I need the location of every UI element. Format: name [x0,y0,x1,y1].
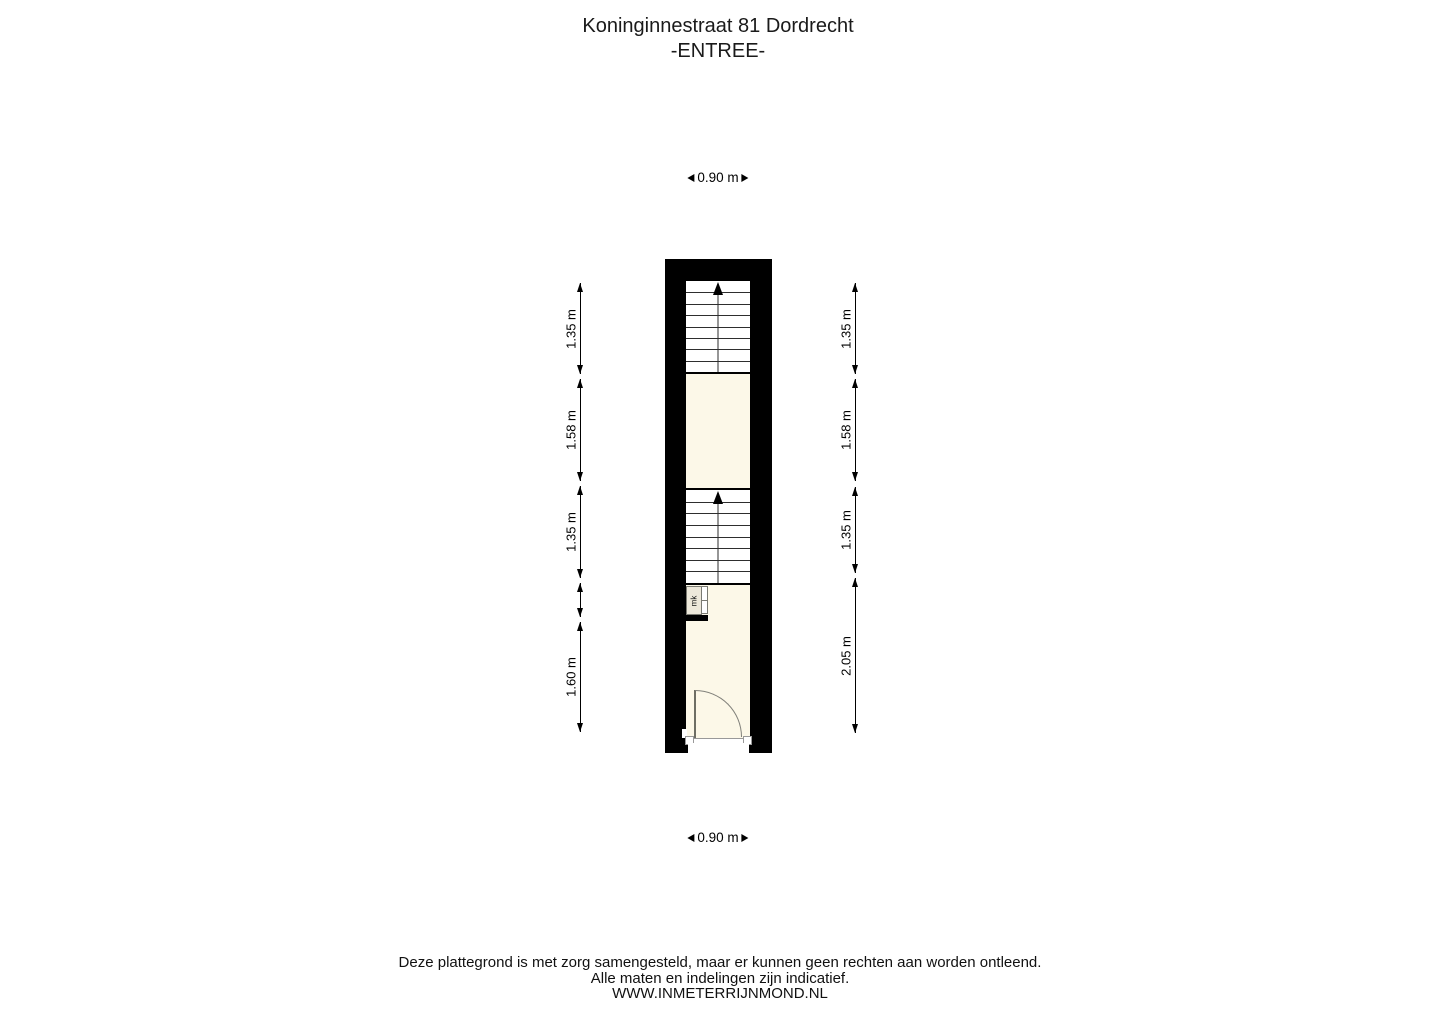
dimension-right-2 [838,379,856,481]
meter-cupboard-door [701,586,708,614]
dimension-label: 1.35 m [839,306,854,352]
stair-up-arrow-icon [713,282,723,295]
stair-up-arrow-icon [713,491,723,504]
dimension-label: 1.60 m [564,654,579,700]
dimension-top [687,170,748,185]
wall-stub [686,615,708,621]
dimension-top-label: 0.90 m [697,170,739,185]
entrance-hall-floor [686,585,750,738]
dimension-label: 1.35 m [564,509,579,555]
staircase-lower [686,488,750,585]
landing-floor [686,374,750,488]
dimension-right-3 [838,487,856,573]
website-url: WWW.INMETERRIJNMOND.NL [612,985,828,1003]
page-title [0,14,1436,64]
dimension-label: 2.05 m [839,633,854,679]
dimension-left-3 [563,486,581,578]
dimension-right-1 [838,283,856,374]
dimension-left-1 [563,283,581,374]
arrow-right-icon [742,174,749,182]
stair-direction-line [718,504,719,583]
dimension-bottom-label: 0.90 m [697,830,739,845]
meter-cupboard-label: mk [689,595,699,606]
stair-direction-line [718,295,719,372]
dimension-label: 1.35 m [839,507,854,553]
front-door-swing-arc [695,690,742,737]
title-floor-name: -ENTREE- [670,40,766,62]
staircase-upper [686,281,750,374]
disclaimer-line-2: Alle maten en indelingen zijn indicatief. [590,969,850,987]
disclaimer-line-1: Deze plattegrond is met zorg samengesteld, maar er kunnen geen rechten aan worden ontleend. [398,954,1042,971]
arrow-left-icon [687,174,694,182]
dimension-left-4 [580,583,581,617]
dimension-right-4 [838,578,856,733]
arrow-right-icon [742,834,749,842]
dimension-left-5 [563,622,581,732]
dimension-left-2 [563,379,581,481]
title-address: Koninginnestraat 81 Dordrecht [582,15,854,37]
dimension-bottom [687,830,748,845]
disclaimer [0,955,1440,1002]
dimension-label: 1.35 m [564,306,579,352]
door-opening [688,743,749,753]
floorplan [665,259,772,753]
dimension-label: 1.58 m [839,407,854,453]
dimension-label: 1.58 m [564,407,579,453]
arrow-left-icon [687,834,694,842]
meter-cupboard [686,586,702,615]
